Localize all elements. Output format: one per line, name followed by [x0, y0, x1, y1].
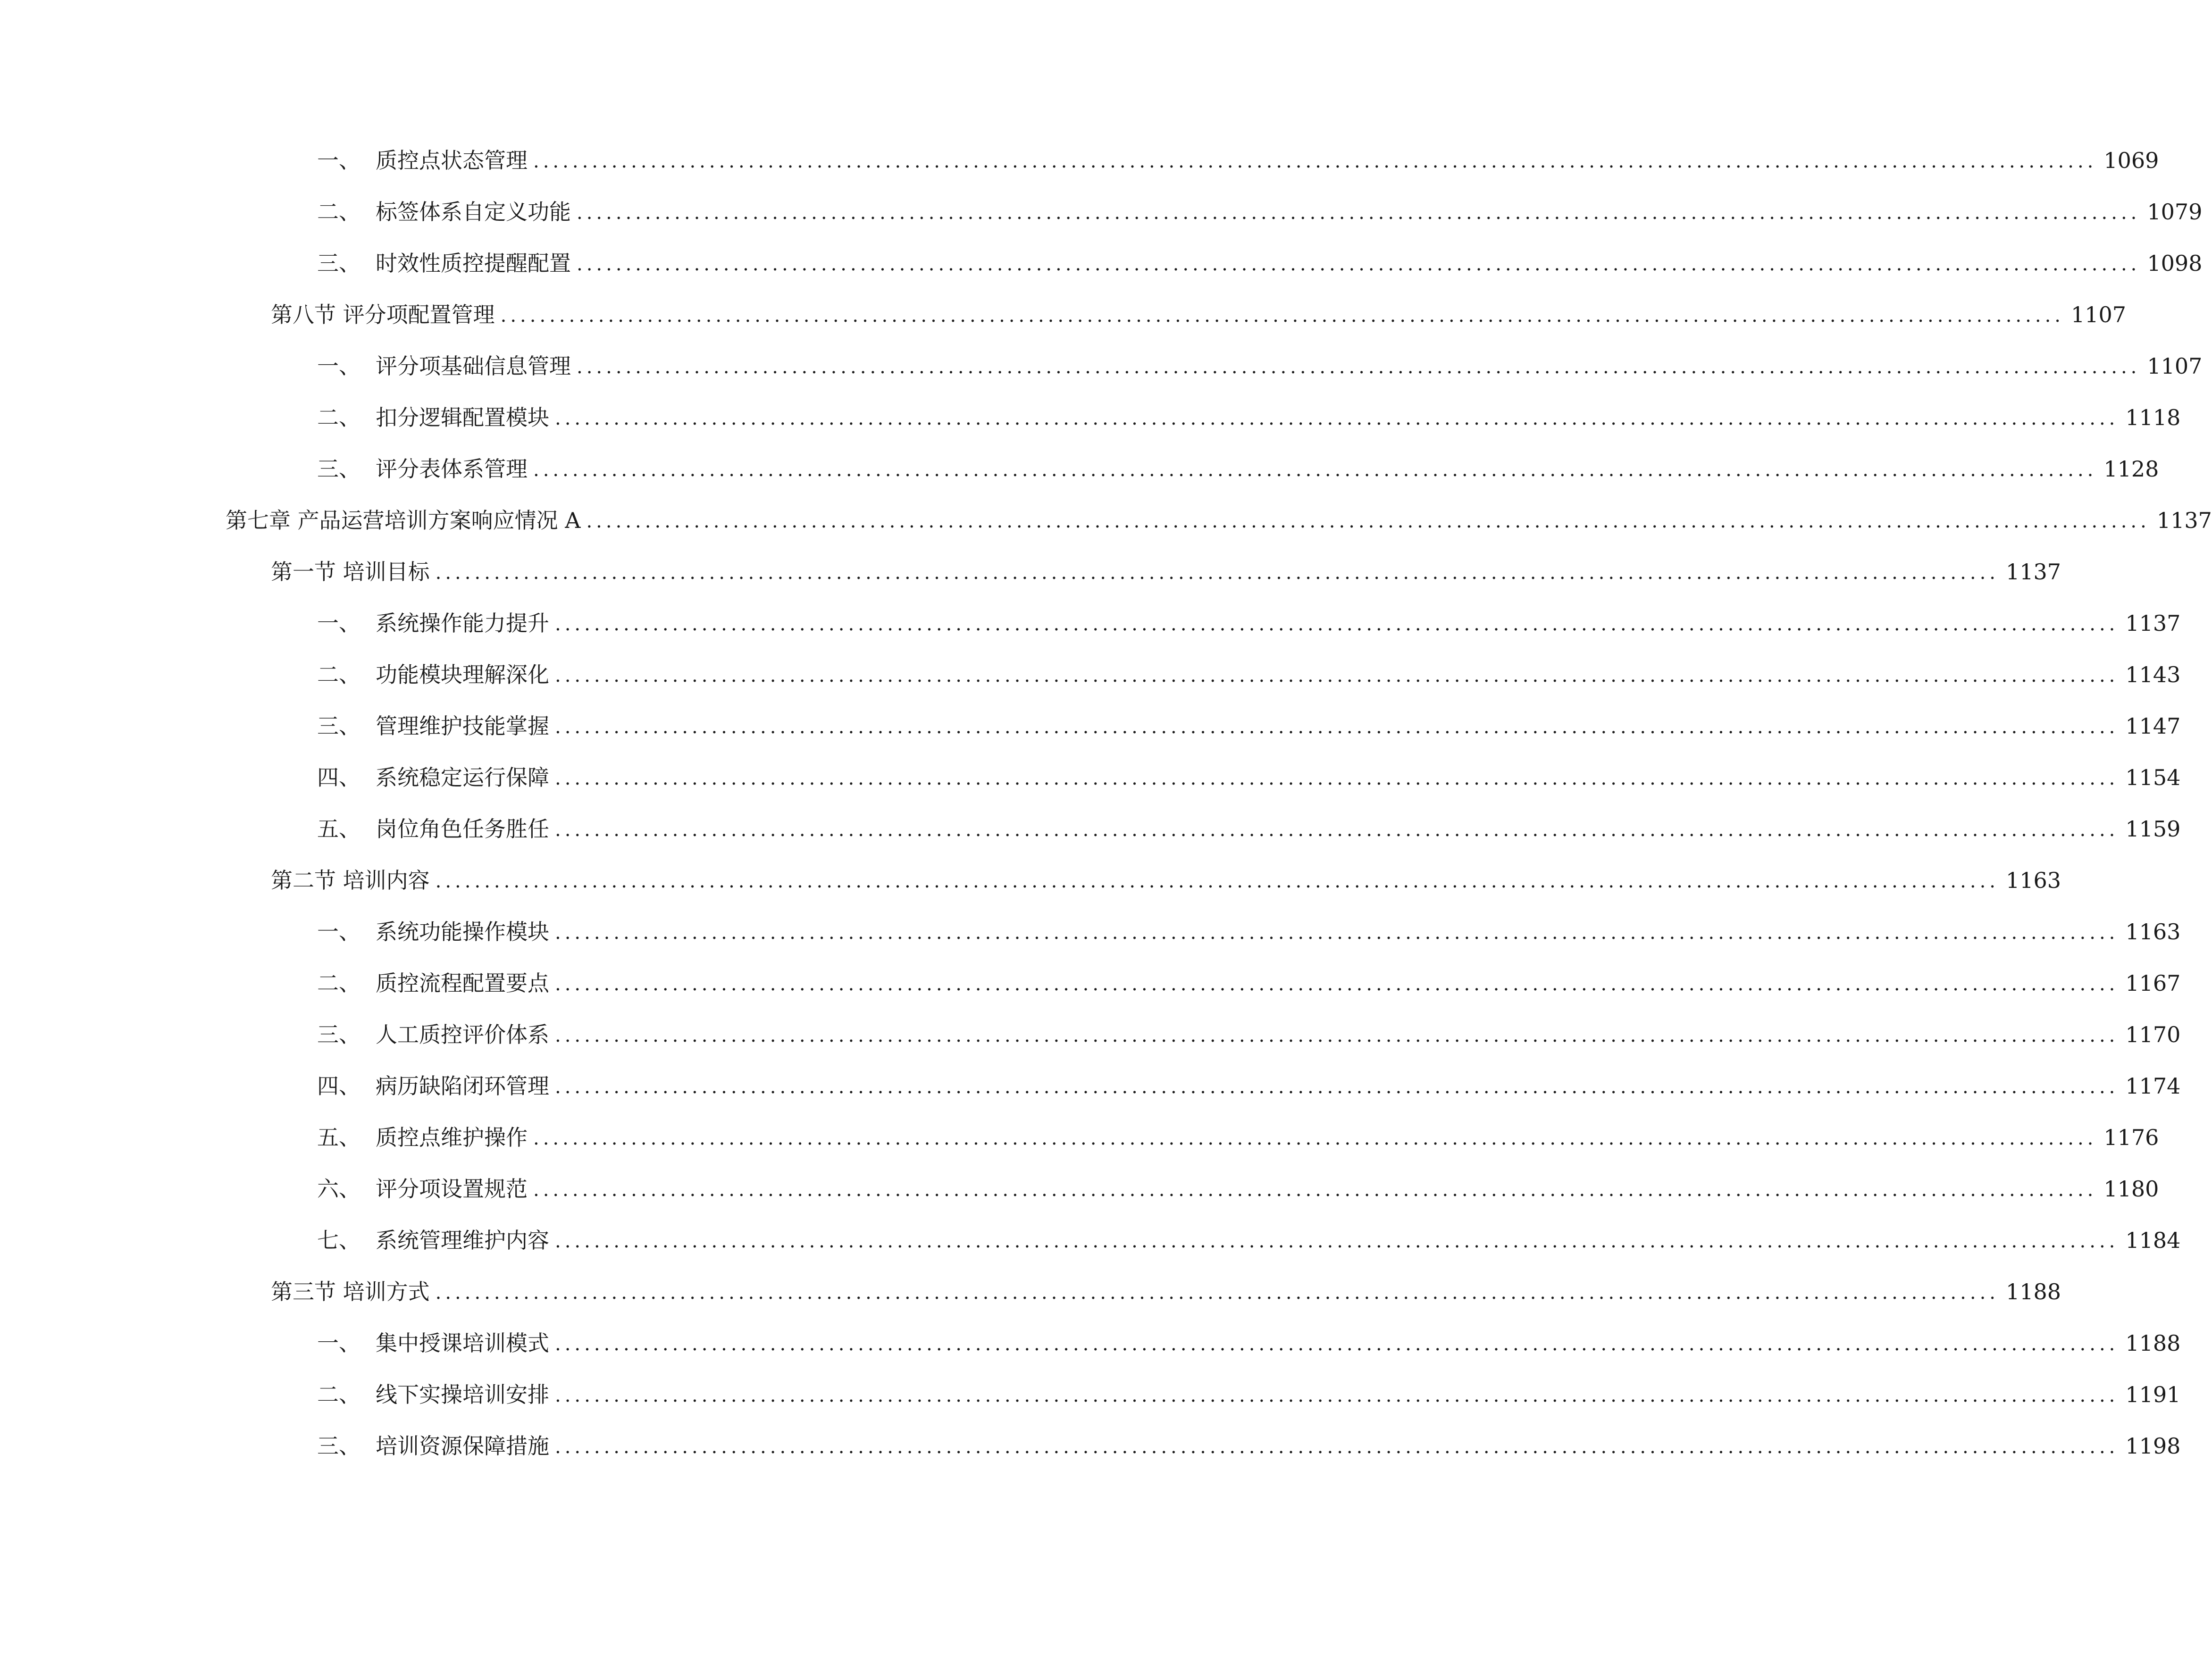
toc-entry-title: 评分表体系管理 — [376, 456, 528, 482]
toc-entry-title: 第八节 评分项配置管理 — [271, 302, 495, 327]
toc-entry-number: 一、 — [317, 148, 360, 173]
dot-leader: ................................................................................................................................................................ — [435, 870, 1999, 892]
toc-entry[interactable] — [226, 497, 2212, 535]
dot-leader: ................................................................................................................................................................ — [555, 1333, 2119, 1355]
toc-entry-number: 三、 — [317, 1433, 360, 1459]
toc-entry[interactable] — [317, 1217, 2181, 1254]
toc-entry-title: 第三节 培训方式 — [271, 1279, 430, 1304]
dot-leader: ................................................................................................................................................................ — [577, 356, 2141, 378]
toc-entry-page: 1167 — [2125, 970, 2181, 996]
toc-entry-title: 病历缺陷闭环管理 — [376, 1073, 549, 1099]
toc-entry-page: 1107 — [2071, 302, 2127, 327]
toc-entry[interactable] — [317, 651, 2181, 689]
toc-entry-number: 一、 — [317, 610, 360, 636]
toc-entry[interactable] — [317, 1165, 2159, 1203]
toc-entry[interactable] — [317, 188, 2203, 226]
toc-entry-title: 管理维护技能掌握 — [376, 713, 549, 739]
toc-entry-number: 一、 — [317, 919, 360, 945]
toc-entry-page: 1143 — [2125, 662, 2181, 687]
toc-entry-page: 1147 — [2125, 713, 2181, 739]
dot-leader: ................................................................................................................................................................ — [533, 1179, 2097, 1201]
toc-entry-page: 1069 — [2103, 148, 2159, 173]
toc-entry[interactable] — [271, 1268, 2061, 1306]
dot-leader: ................................................................................................................................................................ — [555, 613, 2119, 635]
toc-entry-page: 1188 — [2125, 1330, 2181, 1356]
toc-entry-page: 1154 — [2125, 765, 2181, 790]
toc-entry-page: 1128 — [2103, 456, 2159, 482]
toc-entry-title: 线下实操培训安排 — [376, 1382, 549, 1407]
toc-entry-page: 1191 — [2125, 1382, 2181, 1407]
toc-entry[interactable] — [317, 1320, 2181, 1357]
toc-entry[interactable] — [317, 960, 2181, 997]
dot-leader: ................................................................................................................................................................ — [533, 459, 2097, 481]
toc-entry-page: 1174 — [2125, 1073, 2181, 1099]
toc-entry-number: 四、 — [317, 1073, 360, 1099]
toc-entry-title: 第一节 培训目标 — [271, 559, 430, 585]
toc-entry-page: 1118 — [2125, 405, 2181, 430]
dot-leader: ................................................................................................................................................................ — [533, 1128, 2097, 1149]
dot-leader: ................................................................................................................................................................ — [555, 1385, 2119, 1406]
dot-leader: ................................................................................................................................................................ — [555, 1436, 2119, 1458]
toc-entry[interactable] — [317, 1114, 2159, 1152]
toc-entry[interactable] — [271, 291, 2127, 329]
toc-entry[interactable] — [317, 702, 2181, 740]
toc-entry-title: 标签体系自定义功能 — [376, 199, 571, 225]
toc-entry-title: 第二节 培训内容 — [271, 868, 430, 893]
dot-leader: ................................................................................................................................................................ — [555, 1025, 2119, 1046]
toc-entry-page: 1180 — [2103, 1176, 2159, 1202]
toc-entry-number: 二、 — [317, 405, 360, 430]
toc-entry-title: 评分项基础信息管理 — [376, 353, 571, 379]
toc-entry-title: 系统管理维护内容 — [376, 1228, 549, 1253]
toc-entry-page: 1163 — [2125, 919, 2181, 945]
dot-leader: ................................................................................................................................................................ — [435, 562, 1999, 584]
toc-entry-title: 系统稳定运行保障 — [376, 765, 549, 790]
toc-entry[interactable] — [317, 600, 2181, 637]
toc-entry-number: 六、 — [317, 1176, 360, 1202]
toc-entry-number: 二、 — [317, 970, 360, 996]
dot-leader: ................................................................................................................................................................ — [533, 150, 2097, 172]
toc-entry-page: 1188 — [2006, 1279, 2061, 1304]
toc-entry-page: 1198 — [2125, 1433, 2181, 1459]
toc-entry-title: 扣分逻辑配置模块 — [376, 405, 549, 430]
toc-entry-title: 质控点状态管理 — [376, 148, 528, 173]
toc-entry-page: 1079 — [2147, 199, 2203, 225]
toc-entry[interactable] — [317, 1011, 2181, 1049]
toc-entry[interactable] — [317, 343, 2203, 380]
toc-entry-number: 一、 — [317, 353, 360, 379]
toc-entry-page: 1107 — [2147, 353, 2203, 379]
dot-leader: ................................................................................................................................................................ — [555, 768, 2119, 789]
toc-entry-title: 系统功能操作模块 — [376, 919, 549, 945]
toc-entry-title: 人工质控评价体系 — [376, 1022, 549, 1047]
dot-leader: ................................................................................................................................................................ — [555, 408, 2119, 429]
toc-entry-title: 质控流程配置要点 — [376, 970, 549, 996]
toc-entry-title: 时效性质控提醒配置 — [376, 251, 571, 276]
toc-entry-number: 二、 — [317, 199, 360, 225]
toc-entry-title: 质控点维护操作 — [376, 1125, 528, 1150]
toc-entry-number: 五、 — [317, 816, 360, 842]
toc-entry-page: 1170 — [2125, 1022, 2181, 1047]
dot-leader: ................................................................................................................................................................ — [577, 253, 2141, 275]
toc-entry-number: 二、 — [317, 1382, 360, 1407]
toc-entry-number: 三、 — [317, 1022, 360, 1047]
toc-entry[interactable] — [317, 805, 2181, 843]
dot-leader: ................................................................................................................................................................ — [555, 819, 2119, 841]
toc-entry-page: 1159 — [2125, 816, 2181, 842]
toc-entry-number: 七、 — [317, 1228, 360, 1253]
toc-entry-title: 系统操作能力提升 — [376, 610, 549, 636]
toc-entry-number: 三、 — [317, 251, 360, 276]
toc-entry[interactable] — [317, 445, 2159, 483]
toc-entry-title: 岗位角色任务胜任 — [376, 816, 549, 842]
toc-entry-title: 评分项设置规范 — [376, 1176, 528, 1202]
dot-leader: ................................................................................................................................................................ — [555, 665, 2119, 686]
toc-entry[interactable] — [317, 754, 2181, 792]
dot-leader: ................................................................................................................................................................ — [555, 922, 2119, 944]
toc-entry-title: 功能模块理解深化 — [376, 662, 549, 687]
dot-leader: ................................................................................................................................................................ — [577, 202, 2141, 224]
toc-entry[interactable] — [317, 240, 2203, 277]
toc-entry-number: 三、 — [317, 713, 360, 739]
toc-entry-page: 1176 — [2103, 1125, 2159, 1150]
toc-entry-number: 三、 — [317, 456, 360, 482]
toc-entry-page: 1137 — [2156, 508, 2212, 533]
toc-entry-page: 1137 — [2125, 610, 2181, 636]
toc-entry-page: 1163 — [2006, 868, 2061, 893]
dot-leader: ................................................................................................................................................................ — [555, 1076, 2119, 1098]
toc-entry-number: 五、 — [317, 1125, 360, 1150]
toc-entry[interactable] — [271, 857, 2061, 894]
toc-entry-number: 四、 — [317, 765, 360, 790]
toc-entry[interactable] — [317, 1371, 2181, 1409]
dot-leader: ................................................................................................................................................................ — [586, 510, 2150, 532]
dot-leader: ................................................................................................................................................................ — [500, 305, 2064, 326]
dot-leader: ................................................................................................................................................................ — [435, 1282, 1999, 1304]
dot-leader: ................................................................................................................................................................ — [555, 1230, 2119, 1252]
toc-entry-page: 1098 — [2147, 251, 2203, 276]
toc-entry-page: 1184 — [2125, 1228, 2181, 1253]
toc-entry[interactable] — [317, 394, 2181, 432]
dot-leader: ................................................................................................................................................................ — [555, 973, 2119, 995]
dot-leader: ................................................................................................................................................................ — [555, 716, 2119, 738]
toc-entry[interactable] — [317, 908, 2181, 946]
toc-entry-number: 一、 — [317, 1330, 360, 1356]
toc-entry[interactable] — [317, 137, 2159, 175]
toc-entry-number: 二、 — [317, 662, 360, 687]
toc-entry[interactable] — [317, 1062, 2181, 1100]
toc-entry[interactable] — [271, 548, 2061, 586]
toc-entry-title: 第七章 产品运营培训方案响应情况 A — [226, 508, 581, 533]
toc-entry-title: 集中授课培训模式 — [376, 1330, 549, 1356]
toc-entry-title: 培训资源保障措施 — [376, 1433, 549, 1459]
toc-entry[interactable] — [317, 1422, 2181, 1460]
toc-entry-page: 1137 — [2006, 559, 2061, 585]
